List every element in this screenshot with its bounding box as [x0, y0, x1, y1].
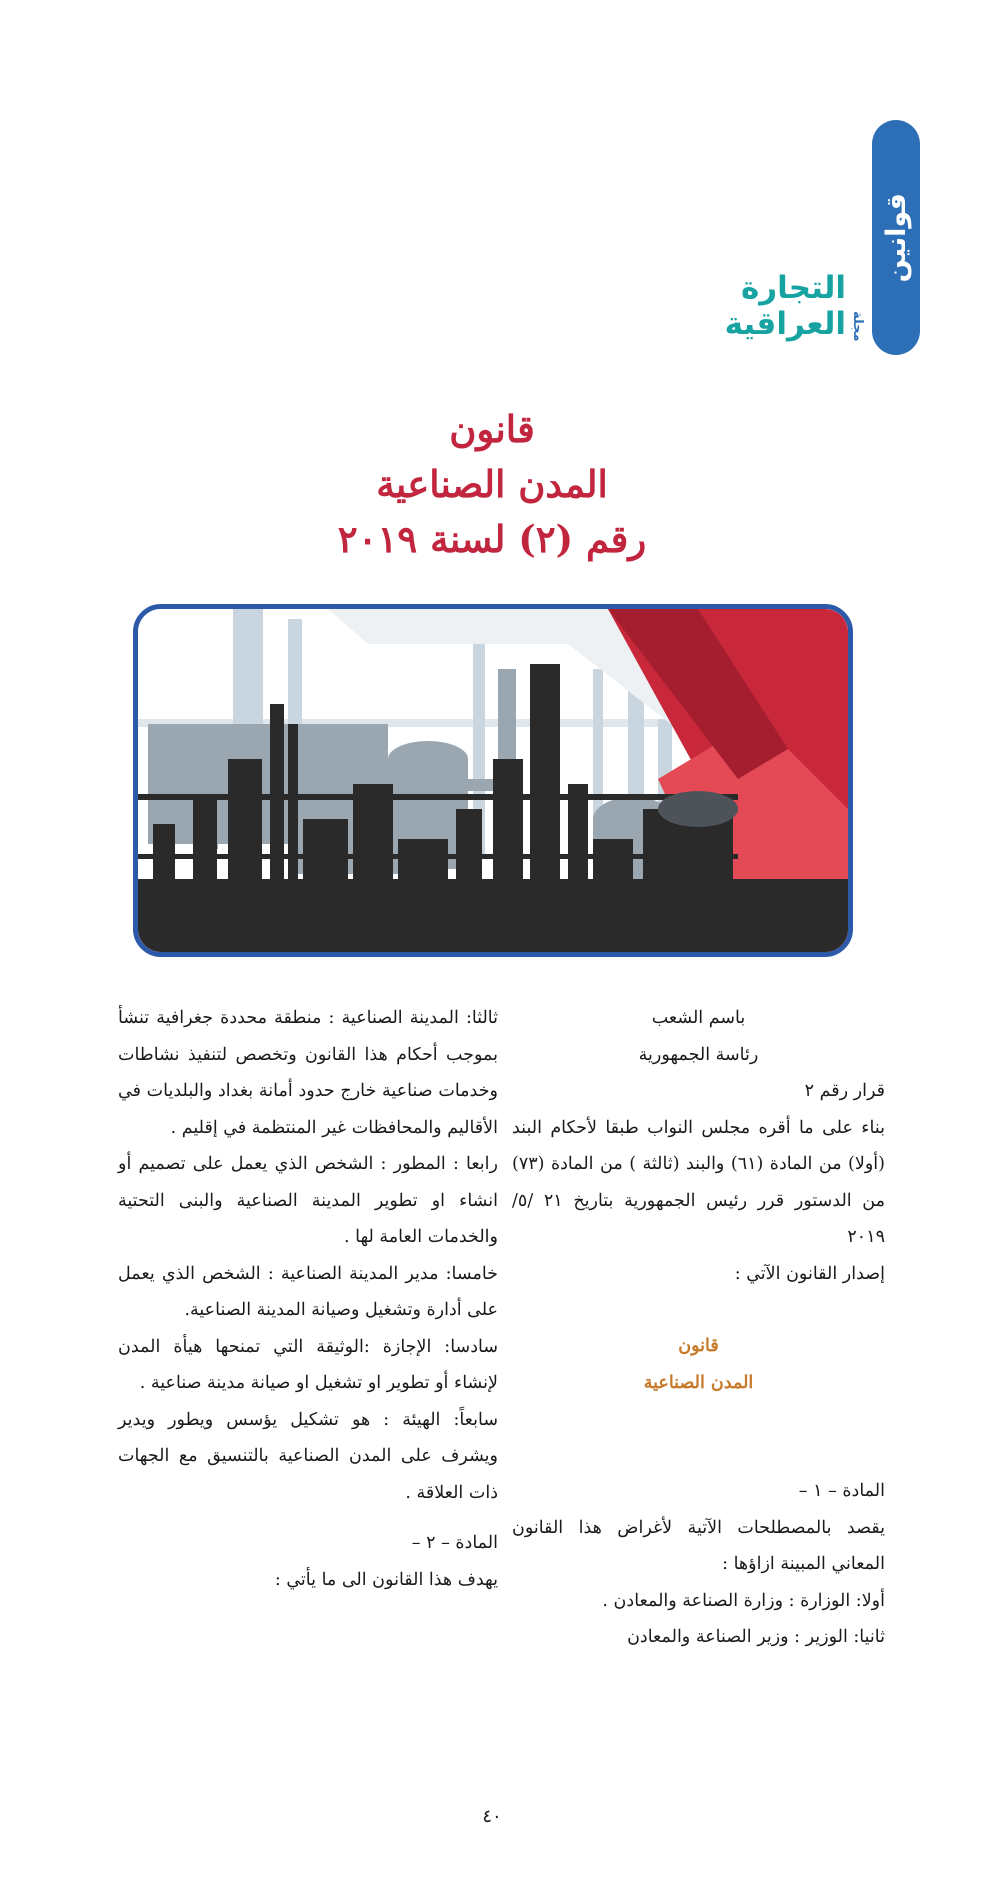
magazine-name: التجارة العراقية	[724, 270, 846, 342]
definition-5: خامسا: مدير المدينة الصناعية : الشخص الذي يعمل على أدارة وتشغيل وصيانة المدينة الصناعية.	[118, 1263, 498, 1320]
law-name: المدن الصناعية	[643, 1372, 754, 1393]
industrial-plant-illustration	[138, 609, 848, 952]
issuance-line: إصدار القانون الآتي :	[734, 1263, 885, 1284]
left-column	[118, 1000, 498, 1598]
page-number: ٤٠	[482, 1806, 502, 1827]
definition-7: سابعاً: الهيئة : هو تشكيل يؤسس ويطور ويدير ويشرف على المدن الصناعية بالتنسيق مع الجهات ذات العلاقة .	[118, 1409, 498, 1503]
definition-6: سادسا: الإجازة :الوثيقة التي تمنحها هيأة المدن لإنشاء أو تطوير او تشغيل او صيانة مدينة صناعية .	[118, 1336, 498, 1393]
title-line-1: قانون	[449, 407, 535, 451]
definition-4: رابعا : المطور : الشخص الذي يعمل على تصميم أو انشاء او تطوير المدينة الصناعية والبنى التحتية والخدمات العامة لها .	[118, 1154, 498, 1247]
article-2-intro: يهدف هذا القانون الى ما يأتي :	[274, 1569, 498, 1590]
right-column	[512, 1000, 885, 1656]
magazine-prefix: مجلة	[850, 311, 865, 342]
hero-image	[133, 604, 853, 957]
definition-3: ثالثا: المدينة الصناعية : منطقة محددة جغرافية تنشأ بموجب أحكام هذا القانون وتخصص لتنفيذ نشاطات وخدمات صناعية خارج حدود أمانة بغداد والبلديات في الأقاليم والمحافظات غير المنتظمة في إقليم .	[118, 1008, 498, 1138]
law-label: قانون	[678, 1336, 719, 1356]
decision-number: قرار رقم ٢	[804, 1081, 885, 1101]
title-line-2: المدن الصناعية	[376, 462, 608, 506]
magazine-logo	[650, 270, 865, 342]
article-1-intro: يقصد بالمصطلحات الآتية لأغراض هذا القانون المعاني المبينة ازاؤها :	[512, 1517, 885, 1574]
definition-2: ثانيا: الوزير : وزير الصناعة والمعادن	[627, 1627, 885, 1647]
in-name-of-people: باسم الشعب	[651, 1008, 746, 1028]
article-2-heading: المادة – ٢ –	[411, 1533, 498, 1553]
title-line-3: رقم (٢) لسنة ٢٠١٩	[337, 517, 647, 561]
section-tab	[872, 120, 920, 355]
article-1-heading: المادة – ١ –	[798, 1481, 885, 1501]
preamble: بناء على ما أقره مجلس النواب طبقا لأحكام البند (أولا) من المادة (٦١) والبند (ثالثة ) من المادة (٧٣) من الدستور قرر رئيس الجمهورية بتاريخ ٢١ /٥/ ٢٠١٩	[512, 1117, 885, 1247]
section-tab-label: قوانين	[880, 192, 912, 283]
definition-1: أولا: الوزارة : وزارة الصناعة والمعادن .	[602, 1590, 885, 1611]
document-title	[0, 402, 984, 567]
presidency: رئاسة الجمهورية	[638, 1044, 759, 1065]
